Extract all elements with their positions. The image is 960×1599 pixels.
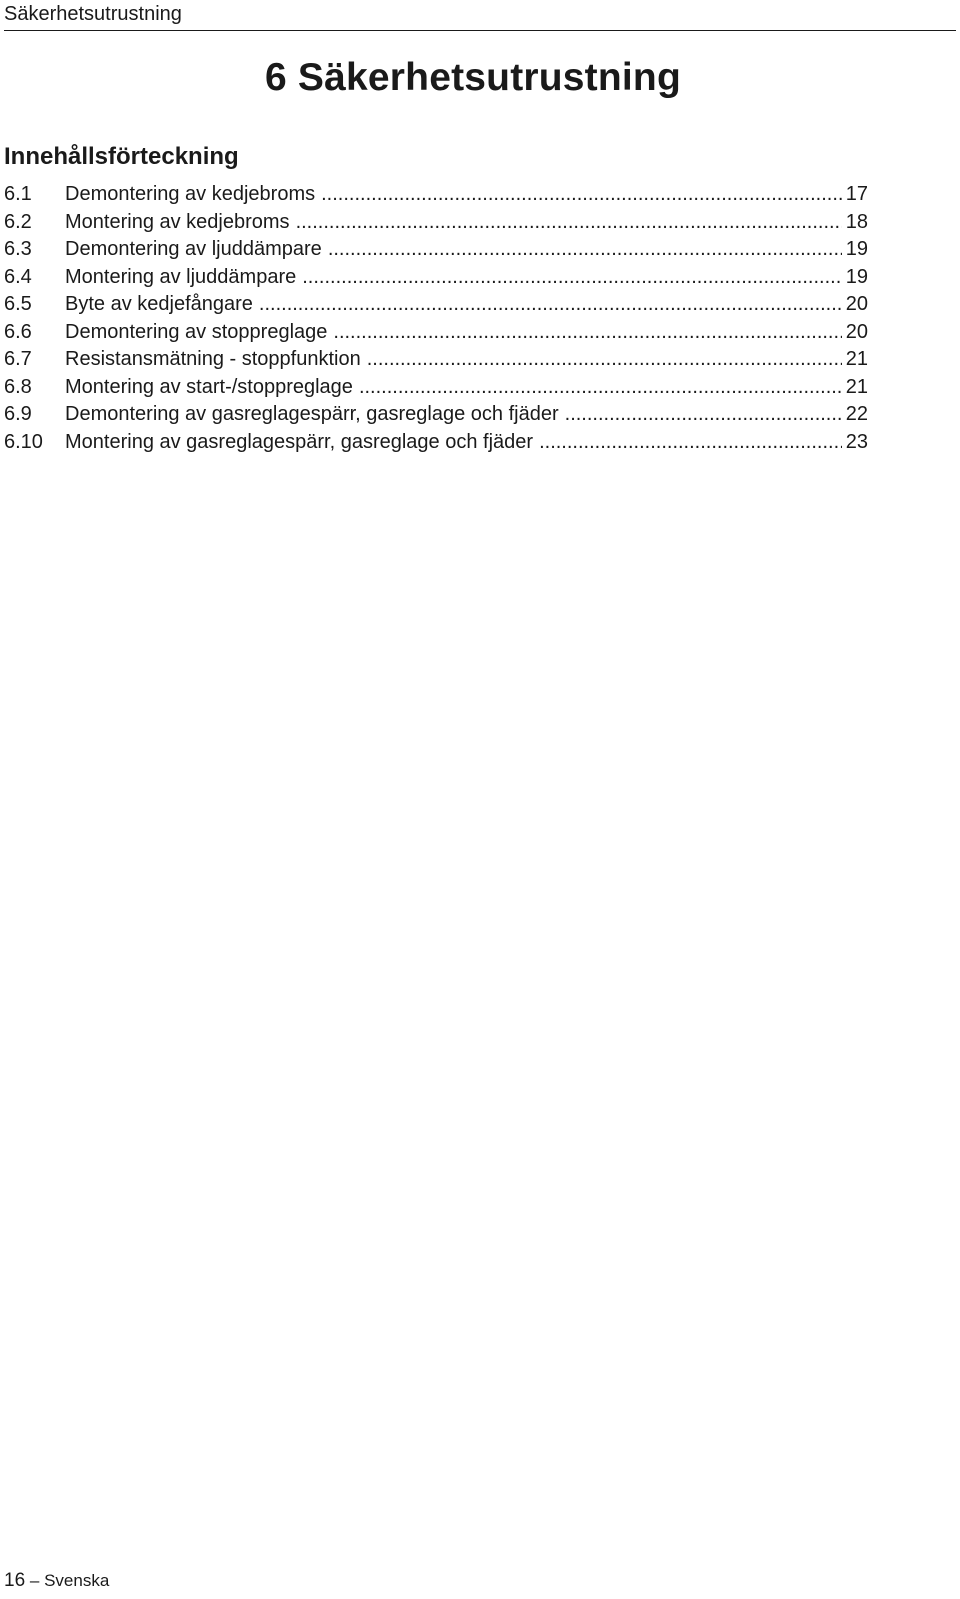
toc-entry-title: Montering av start-/stoppreglage [65,375,353,398]
toc-dot-leader [259,291,842,319]
toc-entry-page: 19 [845,238,868,260]
toc-entry-page: 20 [845,320,868,343]
toc-entry-6-3[interactable] [4,236,868,264]
table-of-contents [4,181,868,456]
toc-entry-title: Montering av ljuddämpare [65,265,297,288]
toc-dot-leader [321,181,842,209]
toc-entry-title: Montering av gasreglagespärr, gasreglage och fjäder [65,430,534,453]
toc-entry-title: Montering av kedjebroms [65,210,290,233]
toc-entry-number: 6.7 [4,348,32,370]
toc-entry-title: Demontering av stoppreglage [65,320,328,343]
toc-dot-leader [333,319,842,347]
toc-dot-leader [367,346,842,374]
toc-entry-number: 6.6 [4,320,32,343]
toc-dot-leader [359,374,842,402]
footer-page-number: 16 [4,1570,26,1591]
toc-entry-number: 6.5 [4,293,32,315]
toc-entry-title: Demontering av gasreglagespärr, gasreglage och fjäder [65,403,559,425]
toc-entry-number: 6.3 [4,238,32,260]
toc-entry-page: 22 [845,403,868,425]
footer-separator: – [29,1571,40,1590]
page-footer [4,1570,109,1592]
toc-dot-leader [565,401,842,429]
toc-dot-leader [328,236,842,264]
toc-entry-number: 6.1 [4,183,32,205]
toc-entry-page: 21 [845,348,868,370]
toc-entry-6-7[interactable] [4,346,868,374]
toc-dot-leader [296,209,842,237]
toc-entry-6-1[interactable] [4,181,868,209]
toc-entry-number: 6.2 [4,210,32,233]
toc-entry-number: 6.4 [4,265,32,288]
toc-entry-6-10[interactable] [4,429,868,457]
toc-entry-page: 20 [845,293,868,315]
toc-entry-page: 23 [845,430,868,453]
toc-entry-page: 19 [845,265,868,288]
toc-entry-page: 21 [845,375,868,398]
toc-entry-6-5[interactable] [4,291,868,319]
toc-entry-number: 6.10 [4,430,43,453]
toc-entry-title: Demontering av ljuddämpare [65,238,322,260]
toc-entry-title: Byte av kedjefångare [65,293,253,315]
toc-entry-6-4[interactable] [4,264,868,292]
toc-entry-number: 6.9 [4,403,32,425]
toc-entry-page: 18 [845,210,868,233]
toc-entry-6-9[interactable] [4,401,868,429]
toc-heading: Innehållsförteckning [4,143,239,170]
running-header: Säkerhetsutrustning [4,3,182,25]
toc-entry-6-2[interactable] [4,209,868,237]
toc-dot-leader [539,429,842,457]
header-rule [4,30,956,31]
toc-entry-number: 6.8 [4,375,32,398]
chapter-title: 6 Säkerhetsutrustning [265,56,681,99]
footer-language: Svenska [44,1571,110,1590]
toc-entry-title: Resistansmätning - stoppfunktion [65,348,361,370]
toc-entry-page: 17 [845,183,868,205]
toc-entry-title: Demontering av kedjebroms [65,183,316,205]
toc-entry-6-6[interactable] [4,319,868,347]
toc-dot-leader [302,264,842,292]
toc-entry-6-8[interactable] [4,374,868,402]
